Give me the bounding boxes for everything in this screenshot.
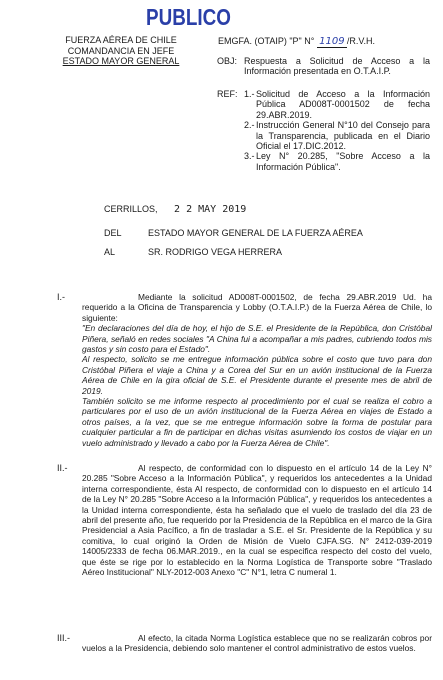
ref-item-3: 3.- Ley N° 20.285, "Sobre Acceso a la Información Pública". xyxy=(244,151,430,172)
section-1-quote-2: Al respecto, solicito se me entregue información pública sobre el costo que tuvo para don Cristóbal Piñera el viaje a China y a Corea del Sur en un avión institucional de la Fuerza Aérea de Chile en la gira oficial de S.E. el Presidente durante el presente mes de abril de 2019. xyxy=(82,354,432,396)
ref-number-prefix: EMGFA. (OTAIP) "P" N° xyxy=(218,36,315,46)
org-line-1: FUERZA AÉREA DE CHILE xyxy=(65,35,177,45)
ref-number-suffix: /R.V.H. xyxy=(346,36,376,46)
section-2-text: Al respecto, de conformidad con lo dispuesto en el artículo 14 de la Ley N° 20.285 "Sobre Acceso a la Información Pública", y requeridos los antecedentes a la Unidad interna correspondiente, ésta Al respecto, de conformidad con lo dispuesto en el artículo 14 de la Ley N° 20.285 "Sobre Acceso a la Información Pública", y requeridos los antecedentes a la Unidad interna correspondiente, ésta ha señalado que el vuelo de traslado del día 23 de abril del presente año, fue requerido por la Presidencia de la República en el marco de la Gira Presidencial a Asia Pacífico, a fin de trasladar a S.E. el Sr. Presidente de la República y su comitiva, lo cual originó la Orden de Misión de Vuelo CJFA.SG. N° 2412-039-2019 14005/2333 de fecha 06.MAR.2019., en la cual se especifica respecto del costo del vuelo, que éste se rige por lo establecido en la Norma Logística de Transporte sobre "Traslado Aéreo Institucional" NLY-2012-003 Anexo "C" N°1, letra C numeral 1. xyxy=(82,463,432,578)
reference-number xyxy=(218,36,375,48)
place: CERRILLOS, xyxy=(104,204,158,214)
section-1-intro: Mediante la solicitud AD008T-0001502, de fecha 29.ABR.2019 Ud. ha requerido a la Oficina de Transparencia y Lobby (O.T.A.I.P.) de la Fuerza Aérea de Chile, lo siguiente: xyxy=(82,292,432,323)
ref-list xyxy=(244,89,430,172)
obj-label: OBJ: xyxy=(217,56,238,66)
ref-item-1: 1.- Solicitud de Acceso a la Información Pública AD008T-0001502 de fecha 29.ABR.2019. xyxy=(244,89,430,120)
organization-header xyxy=(46,35,196,67)
date-line xyxy=(104,204,246,215)
date-handwritten: 2 2 MAY 2019 xyxy=(174,204,247,215)
section-1-number: I.- xyxy=(57,292,65,302)
org-line-2: COMANDANCIA EN JEFE xyxy=(67,45,175,56)
ref-label: REF: xyxy=(217,89,238,99)
section-2-number: II.- xyxy=(57,463,68,473)
section-1-quote-1: "En declaraciones del día de hoy, el hijo de S.E. el Presidente de la República, don Cristóbal Piñera, señaló en redes sociales "A China fui a acompañar a mis padres, cubriendo todos mis gastos y sin costo para el Estado". xyxy=(82,323,432,355)
al-label: AL xyxy=(104,247,116,257)
section-3-number: III.- xyxy=(57,633,70,643)
ref-item-2: 2.- Instrucción General N°10 del Consejo para la Transparencia, publicada en el Diario Oficial el 17.DIC.2012. xyxy=(244,120,430,152)
section-1-body xyxy=(82,292,432,448)
ref-number-handwritten: 1109 xyxy=(319,36,345,47)
section-3-text: Al efecto, la citada Norma Logística establece que no se realizarán cobros por vuelos a la Presidencia, debiendo solo mantener el control administrativo de estos vuelos. xyxy=(82,633,432,654)
publico-stamp: PUBLICO xyxy=(146,4,231,30)
section-1-quote-3: También solicito se me informe respecto al procedimiento por el cual se realiza el cobro a particulares por el uso de un avión institucional de la Fuerza Aérea en viajes de Estado a otros países, a la vez, que se me entregue información sobre la forma de postular para cualquier particular a fin de participar en dichas visitas asumiendo los costos de viajar en un vuelo administrado y llevado a cabo por la Fuerza Aérea de Chile". xyxy=(82,396,432,448)
del-text: ESTADO MAYOR GENERAL DE LA FUERZA AÉREA xyxy=(148,228,363,238)
obj-text: Respuesta a Solicitud de Acceso a la Información presentada en O.T.A.I.P. xyxy=(244,56,430,77)
org-line-3: ESTADO MAYOR GENERAL xyxy=(62,56,180,66)
al-text: SR. RODRIGO VEGA HERRERA xyxy=(148,247,283,257)
del-label: DEL xyxy=(104,228,122,238)
